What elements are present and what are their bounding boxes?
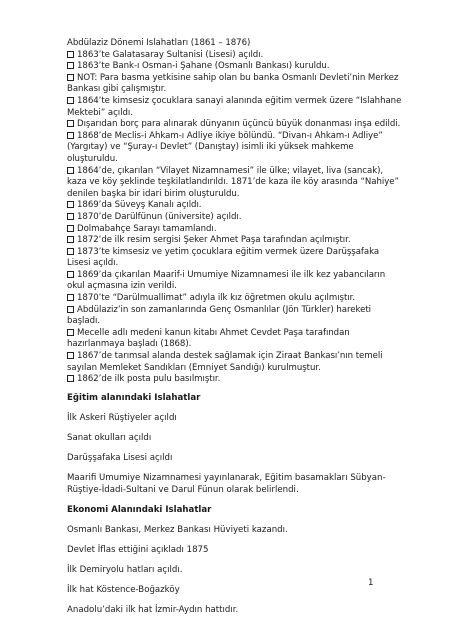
reform-item-text: 1869’da çıkarılan Maarif-i Umumiye Nizamnamesi ile ilk kez yabancıların: [77, 269, 386, 280]
checkbox-bullet-icon: [67, 120, 74, 127]
reform-item-text: Bankası gibi çalışmıştır.: [67, 84, 167, 95]
reform-item-text: 1864’te kimsesiz çocuklara sanayi alanında eğitim vermek üzere “Islahhane: [77, 95, 402, 106]
checkbox-bullet-icon: [67, 213, 74, 220]
economy-item: Osmanlı Bankası, Merkez Bankası Hüviyeti kazandı.: [67, 525, 288, 535]
reform-item-text: hazırlanmaya başladı (1868).: [67, 339, 192, 350]
reform-item-text: Dolmabahçe Sarayı tamamlandı.: [77, 223, 217, 234]
checkbox-bullet-icon: [67, 294, 74, 301]
reform-item-line: [67, 73, 397, 85]
checkbox-bullet-icon: [67, 375, 74, 382]
reform-item-text: Lisesi açıldı.: [67, 258, 119, 269]
checkbox-bullet-icon: [67, 306, 74, 313]
reform-item-text: sayılan Memleket Sandıkları (Emniyet Sandığı) kurulmuştur.: [67, 362, 321, 373]
reform-item-line: [67, 270, 397, 282]
reform-item-line: [67, 235, 397, 247]
reform-item-text: 1868’de Meclis-i Ahkam-ı Adliye ikiye bölündü. “Divan-ı Ahkam-ı Adliye”: [77, 130, 383, 141]
reform-item-line: [67, 351, 397, 363]
checkbox-bullet-icon: [67, 62, 74, 69]
economy-heading: Ekonomi Alanındaki Islahatlar: [67, 505, 212, 515]
education-item: Rüştiye-İdadi-Sultani ve Darul Fünun olarak belirlendi.: [67, 485, 299, 495]
reform-item-line: [67, 108, 397, 120]
reform-item-text: denilen başka bir idari birim oluşturuldu.: [67, 188, 240, 199]
economy-item: İlk Demiryolu hatları açıldı.: [67, 565, 183, 575]
economy-item: Anadolu’daki ilk hat İzmir-Aydın hattıdır.: [67, 605, 239, 615]
reform-item-line: [67, 166, 397, 178]
education-item: İlk Askeri Rüştiyeler açıldı: [67, 413, 177, 423]
reform-item-text: Abdülaziz’in son zamanlarında Genç Osmanlılar (Jön Türkler) hareketi: [77, 304, 372, 315]
reform-item-text: 1863’te Bank-ı Osman-i Şahane (Osmanlı Bankası) kuruldu.: [77, 61, 330, 72]
reform-item-text: oluşturuldu.: [67, 153, 118, 164]
reform-item-line: [67, 50, 397, 62]
reform-item-text: Mecelle adlı medeni kanun kitabı Ahmet Cevdet Paşa tarafından: [77, 327, 350, 338]
checkbox-bullet-icon: [67, 167, 74, 174]
reform-item-line: [67, 328, 397, 340]
reform-item-line: [67, 189, 397, 201]
reform-item-text: başladı.: [67, 316, 101, 327]
reform-item-text: 1870’de Darülfünun (üniversite) açıldı.: [77, 211, 242, 222]
reform-item-text: Mektebi” açıldı.: [67, 107, 133, 118]
checkbox-bullet-icon: [67, 201, 74, 208]
reform-item-text: 1863’te Galatasaray Sultanisi (Lisesi) açıldı.: [77, 49, 264, 60]
reform-item-text: kaza ve köy şeklinde teşkilatlandırıldı. 1871’de kaza ile köy arasında “Nahiye”: [67, 177, 399, 188]
checkbox-bullet-icon: [67, 51, 74, 58]
checkbox-bullet-icon: [67, 248, 74, 255]
reform-item-line: [67, 258, 397, 270]
reform-item-line: [67, 119, 401, 131]
checkbox-bullet-icon: [67, 97, 74, 104]
reform-item-line: [67, 374, 397, 386]
checkbox-bullet-icon: [67, 74, 74, 81]
checkbox-bullet-icon: [67, 329, 74, 336]
page-number: 1: [368, 578, 374, 588]
reform-item-line: [67, 305, 397, 317]
reform-item-text: 1873’te kimsesiz ve yetim çocuklara eğitim vermek üzere Darüşşafaka: [77, 246, 380, 257]
section-title: Abdülaziz Dönemi Islahatları (1861 – 1876): [67, 38, 251, 48]
checkbox-bullet-icon: [67, 236, 74, 243]
economy-item: Devlet İflas ettiğini açıkladı 1875: [67, 545, 209, 555]
reform-item-line: [67, 131, 397, 143]
reform-item-line: [67, 212, 397, 224]
reform-item-line: [67, 177, 397, 189]
reform-item-text: 1872’de ilk resim sergisi Şeker Ahmet Paşa tarafından açılmıştır.: [77, 235, 351, 246]
reform-item-line: [67, 61, 397, 73]
reform-item-line: [67, 200, 397, 212]
education-item: Sanat okulları açıldı: [67, 433, 152, 443]
reform-item-text: 1869’da Süveyş Kanalı açıldı.: [77, 200, 202, 211]
economy-item: İlk hat Köstence-Boğazköy: [67, 585, 180, 595]
reform-item-line: [67, 95, 402, 108]
checkbox-bullet-icon: [67, 225, 74, 232]
reform-item-text: 1862’de ilk posta pulu basılmıştır.: [77, 374, 221, 385]
reform-item-line: [67, 281, 397, 293]
checkbox-bullet-icon: [67, 271, 74, 278]
reform-item-line: [67, 224, 397, 236]
reform-item-text: okul açmasına izin verildi.: [67, 281, 177, 292]
reform-item-line: [67, 84, 397, 96]
reform-item-text: Dışarıdan borç para alınarak dünyanın üçüncü büyük donanması inşa edildi.: [77, 119, 401, 130]
reform-item-line: [67, 142, 397, 154]
reform-item-text: (Yargıtay) ve “Şuray-ı Devlet” (Danıştay) isimli iki yüksek mahkeme: [67, 142, 354, 153]
education-item: Darüşşafaka Lisesi açıldı: [67, 453, 173, 463]
reform-item-line: [67, 339, 397, 351]
reform-item-line: [67, 154, 397, 166]
reform-item-text: 1870’te “Darülmuallimat” adıyla ilk kız öğretmen okulu açılmıştır.: [77, 293, 356, 304]
checkbox-bullet-icon: [67, 352, 74, 359]
checkbox-bullet-icon: [67, 132, 74, 139]
reform-item-line: [67, 247, 397, 259]
education-heading: Eğitim alanındaki Islahatlar: [67, 393, 201, 403]
education-item: Maarifi Umumiye Nizamnamesi yayınlanarak, Eğitim basamakları Sübyan-: [67, 473, 386, 483]
reform-list: [67, 38, 402, 386]
reform-item-line: [67, 316, 397, 328]
reform-item-text: 1864’de, çıkarılan “Vilayet Nizamnamesi” ile ülke; vilayet, liva (sancak),: [77, 165, 384, 176]
reform-item-text: NOT: Para basma yetkisine sahip olan bu banka Osmanlı Devleti’nin Merkez: [77, 72, 399, 83]
reform-item-text: 1867’de tarımsal alanda destek sağlamak için Ziraat Bankası’nın temeli: [77, 351, 383, 362]
reform-item-line: [67, 363, 397, 375]
reform-item-line: [67, 293, 397, 305]
